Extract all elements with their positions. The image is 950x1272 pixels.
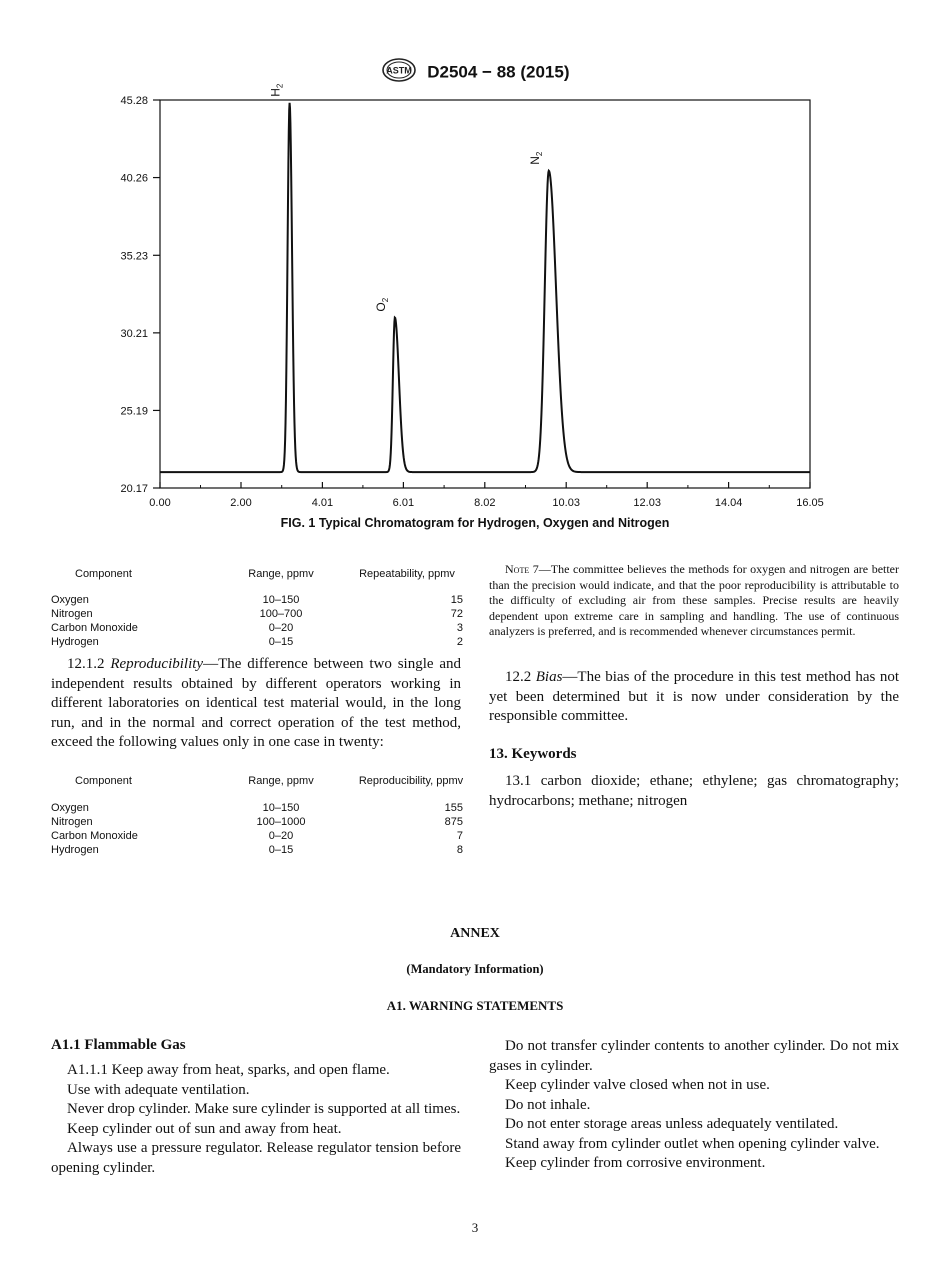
x-tick-label: 6.01 [392,497,415,509]
astm-logo-icon [381,57,417,88]
table-cell: 3 [456,622,463,634]
peak-label: $N_2$ [527,151,544,165]
table-cell: 8 [456,844,463,856]
x-tick-label: 2.00 [230,497,252,509]
annex-title: ANNEX [450,926,500,941]
annex-subtitle: (Mandatory Information) [406,962,544,976]
table-row [51,635,471,649]
table-cell: 15 [450,594,463,606]
warning-line: Always use a pressure regulator. Release regulator tension before opening cylinder. [51,1140,461,1176]
annex-section-title: A1. WARNING STATEMENTS [386,998,564,1013]
keywords-paragraph: 13.1 carbon dioxide; ethane; ethylene; gas chromatography; hydrocarbons; methane; nitrogen [489,773,899,809]
x-tick-label: 10.03 [552,497,580,509]
table-cell: 2 [456,636,463,648]
x-tick-label: 4.01 [311,497,334,509]
table-cell: 100–700 [259,608,303,620]
table-cell: Nitrogen [51,608,93,620]
table-row [51,815,471,829]
document-designation: D2504 − 88 (2015) [427,62,570,82]
logo-text: ASTM [385,65,412,76]
plot-frame [160,100,810,488]
warning-line: Keep cylinder valve closed when not in use. [505,1077,770,1093]
warning-line: Never drop cylinder. Make sure cylinder is supported at all times. [67,1101,461,1117]
document-header [0,57,950,88]
chromatogram-chart [0,83,950,510]
warning-line: Use with adequate ventilation. [67,1081,250,1098]
page-number: 3 [471,1220,479,1235]
warning-line: Do not transfer cylinder contents to another cylinder. Do not mix gases in cylinder. [489,1038,899,1074]
table-cell: Oxygen [51,802,89,814]
y-tick-label: 30.21 [120,327,148,340]
table-cell: 10–150 [262,802,300,814]
reproducibility-table [51,774,471,854]
table-cell: 7 [456,830,463,842]
figure-caption: FIG. 1 Typical Chromatogram for Hydrogen, Oxygen and Nitrogen [280,516,670,530]
table-cell: 155 [444,802,463,814]
y-tick-label: 20.17 [120,483,148,495]
section-text: —The difference between two single and independent results obtained by different operators working in different laboratories on identical test material would, in the long run, and in the normal and correct operation of the test method, exceed the following values only in one case in twenty: [51,656,462,750]
y-tick-label: 40.26 [120,172,148,185]
table-header-cell: Range, ppmv [248,568,314,580]
signal-trace [160,103,810,472]
table-header-cell: Range, ppmv [248,775,314,787]
y-tick-label: 35.23 [120,250,148,263]
warning-line: A1.1.1 Keep away from heat, sparks, and open flame. [67,1062,390,1078]
table-header-cell: Component [75,568,132,580]
section-number: 12.2 [505,669,532,685]
x-tick-label: 12.03 [633,497,661,509]
x-axis [149,482,823,509]
peak-label: $O_2$ [373,297,390,312]
annex-subsection-heading: A1.1 Flammable Gas [51,1037,186,1053]
table-cell: 0–20 [268,830,294,842]
table-cell: Hydrogen [51,636,99,648]
table-row [51,829,471,843]
warning-line: Stand away from cylinder outlet when opening cylinder valve. [505,1135,880,1152]
table-header-row [51,567,471,581]
section-number: 12.1.2 [67,656,105,672]
table-cell: Oxygen [51,594,89,606]
x-tick-label: 8.02 [474,497,496,509]
warning-line: Keep cylinder out of sun and away from heat. [67,1120,342,1137]
repeatability-table [51,567,471,647]
warning-line: Do not inhale. [505,1096,591,1113]
section-text: —The bias of the procedure in this test method has not yet been determined but it is now under consideration by the responsible committee. [489,669,899,724]
reproducibility-paragraph [51,655,461,753]
note-7 [489,562,899,640]
table-cell: 0–20 [268,622,294,634]
warning-line: Do not enter storage areas unless adequately ventilated. [505,1116,839,1132]
table-cell: 0–15 [268,636,294,648]
table-header-row [51,774,471,788]
table-cell: Hydrogen [51,844,99,856]
annex-right-column [489,1037,899,1174]
warning-line: Keep cylinder from corrosive environment. [505,1155,766,1171]
table-row [51,607,471,621]
table-row [51,593,471,607]
x-tick-label: 16.05 [796,497,824,509]
table-row [51,843,471,857]
peak-label: $H_2$ [268,83,285,97]
note-label: Note 7 [505,562,539,576]
table-row [51,801,471,815]
bias-paragraph [489,668,899,727]
x-tick-label: 14.04 [714,497,743,509]
table-cell: 100–1000 [256,816,306,828]
table-row [51,621,471,635]
y-axis [120,95,160,495]
table-cell: Carbon Monoxide [51,830,138,842]
y-tick-label: 25.19 [120,405,148,418]
table-cell: 10–150 [262,594,300,606]
table-cell: 0–15 [268,844,294,856]
table-header-cell: Repeatability, ppmv [359,568,455,580]
keywords-heading: 13. Keywords [489,746,577,762]
annex-left-column [51,1061,461,1178]
peak-labels [269,83,544,311]
note-text: —The committee believes the methods for oxygen and nitrogen are better than the precision would indicate, and that the poor reproducibility is attributable to the difficulty of excluding air from these samples. Precise results are heavily dependent upon extreme care in sampling and handling. The use of continuous analyzers is preferred, and is recommended whenever circumstances permit. [489,562,900,638]
section-title: Reproducibility [110,656,204,672]
table-cell: 72 [450,608,463,620]
y-tick-label: 45.28 [120,95,148,107]
table-cell: 875 [444,816,463,828]
x-tick-label: 0.00 [149,497,171,509]
table-header-cell: Component [75,775,132,787]
table-cell: Nitrogen [51,816,93,828]
table-cell: Carbon Monoxide [51,622,138,634]
table-header-cell: Reproducibility, ppmv [358,775,464,787]
section-title: Bias [535,669,563,685]
